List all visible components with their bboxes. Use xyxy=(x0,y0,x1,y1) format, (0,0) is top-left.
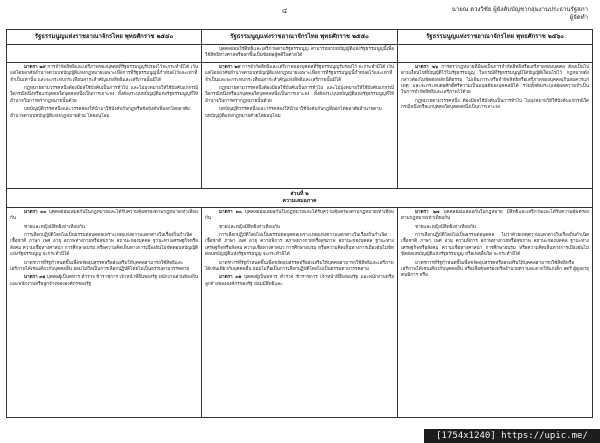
paragraph: มาตรา ๓๐ บุคคลย่อมเสมอกันในกฎหมายและได้รับความคุ้มครองตามกฎหมายเท่าเทียมกัน xyxy=(205,209,395,222)
page-number: ๔ xyxy=(282,7,288,15)
paragraph: บทบัญญัติวรรคหนึ่งและวรรคสองให้นำมาใช้บังคับกับกฎที่ออกโดยอาศัยอำนาจตามบทบัญญัติแห่งกฎหมายด้วยโดยอนุโลม xyxy=(205,107,382,119)
comparison-table xyxy=(6,29,593,418)
paragraph: มาตรการที่รัฐกำหนดขึ้นเพื่อขจัดอุปสรรคหรือส่งเสริมให้บุคคลสามารถใช้สิทธิและเสรีภาพได้เช่นเดียวกับบุคคลอื่น ย่อมไม่ถือเป็นการเลือกปฏิบัติโดยไม่เป็นธรรมตามวรรคสาม xyxy=(205,260,394,273)
paragraph: ชายและหญิงมีสิทธิเท่าเทียมกัน xyxy=(415,224,476,230)
column-header-2540: รัฐธรรมนูญแห่งราชอาณาจักรไทย พุทธศักราช ๒๕๔๐ xyxy=(7,30,202,45)
author-line: นายณ ดวงวิชัย ผู้ยังคับบัญชากลุ่มงานประธานรัฐสภา xyxy=(451,6,588,13)
author-credit xyxy=(452,6,588,22)
paragraph: บุคคลย่อมใช้สิทธิและเสรีภาพตามรัฐธรรมนูญ สามารถยกบทบัญญัติแห่งรัฐธรรมนูญนี้เพื่อใช้สิทธิทางศาลหรือยกขึ้นเป็นข้อต่อสู้คดีในศาลได้ xyxy=(205,47,394,59)
paragraph: มาตรา ๒๗ บุคคลย่อมเสมอกันในกฎหมาย มีสิทธิและเสรีภาพและได้รับความคุ้มครองตามกฎหมายเท่าเทียมกัน xyxy=(401,209,589,222)
paragraph: มาตรา ๓๑ บุคคลผู้เป็นทหาร ตำรวจ ข้าราชการ เจ้าหน้าที่อื่นของรัฐ พนักงานส่วนท้องถิ่น และพนักงานหรือลูกจ้างขององค์กรของรัฐ xyxy=(10,275,198,287)
table-row xyxy=(7,62,593,188)
section-number: มาตรา ๓๑ xyxy=(24,275,46,281)
table-header-row xyxy=(7,30,593,45)
cell-2560 xyxy=(398,207,593,417)
paragraph: ชายและหญิงมีสิทธิเท่าเทียมกัน xyxy=(219,224,280,230)
paragraph: การเลือกปฏิบัติโดยไม่เป็นธรรมต่อบุคคลเพราะเหตุแห่งความแตกต่างในเรื่องถิ่นกำเนิด เชื้อชาติ ภาษา เพศ อายุ ความพิการ สภาพทางกายหรือสุขภาพ สถานะของบุคคล ฐานะทางเศรษฐกิจหรือสังคม ความเชื่อทางศาสนา การศึกษาอบรม หรือความคิดเห็นทางการเมืองอันไม่ขัดต่อบทบัญญัติแห่งรัฐธรรมนูญ จะกระทำมิได้ xyxy=(205,233,394,258)
table-row xyxy=(7,45,593,63)
cell-2540 xyxy=(7,62,202,188)
page-header xyxy=(6,4,592,28)
section-number: มาตรา ๒๗ xyxy=(415,209,440,215)
paragraph: ชายและหญิงมีสิทธิเท่าเทียมกัน xyxy=(24,224,85,230)
section-number: มาตรา ๒๙ xyxy=(219,64,241,70)
paragraph: มาตรการที่รัฐกำหนดขึ้นเพื่อขจัดอุปสรรคหรือส่งเสริมให้บุคคลสามารถใช้สิทธิหรือเสรีภาพได้เช่นเดียวกับบุคคลอื่น หรือเพื่อคุ้มครองหรืออำนวยความสะดวกให้แก่เด็ก สตรี ผู้สูงอายุ คนพิการ หรือ xyxy=(401,260,589,279)
paragraph: มาตรา ๓๐ บุคคลย่อมเสมอกันในกฎหมายและได้รับความคุ้มครองตามกฎหมายเท่าเทียมกัน xyxy=(10,209,199,222)
cell-2540 xyxy=(7,207,202,417)
paragraph: การเลือกปฏิบัติโดยไม่เป็นธรรมต่อบุคคล ไม่ว่าด้วยเหตุความแตกต่างในเรื่องถิ่นกำเนิด เชื้อชาติ ภาษา เพศ อายุ ความพิการ สภาพทางกายหรือสุขภาพ สถานะของบุคคล ฐานะทางเศรษฐกิจหรือสังคม ความเชื่อทางศาสนา การศึกษาอบรม หรือความคิดเห็นทางการเมืองอันไม่ขัดต่อบทบัญญัติแห่งรัฐธรรมนูญ หรือเหตุอื่นใด จะกระทำมิได้ xyxy=(401,233,589,258)
cell-2540 xyxy=(7,45,202,63)
cell-2550 xyxy=(202,62,398,188)
section-number: มาตรา ๒๙ xyxy=(24,64,46,70)
paragraph: บทบัญญัติวรรคหนึ่งและวรรคสองให้นำมาใช้บังคับกับกฎหรือข้อบังคับที่ออกโดยอาศัยอำนาจตามบทบัญญัติแห่งกฎหมายด้วย โดยอนุโลม xyxy=(10,107,190,119)
author-role: ผู้จัดทำ xyxy=(569,14,588,21)
section-title: ส่วนที่ ๒ xyxy=(290,190,309,197)
section-number: มาตรา ๓๐ xyxy=(219,209,242,215)
cell-2560 xyxy=(398,62,593,188)
column-header-2560: รัฐธรรมนูญแห่งราชอาณาจักรไทย พุทธศักราช ๒๕๖๐ xyxy=(398,30,593,45)
paragraph: มาตรา ๓๑ บุคคลผู้เป็นทหาร ตำรวจ ข้าราชการ เจ้าหน้าที่อื่นของรัฐ และพนักงานหรือลูกจ้างขององค์กรของรัฐ ย่อมมีสิทธิและ xyxy=(205,275,394,287)
document-page xyxy=(6,4,592,423)
section-heading xyxy=(7,188,593,207)
paragraph: การเลือกปฏิบัติโดยไม่เป็นธรรมต่อบุคคลเพราะเหตุแห่งความแตกต่างในเรื่องถิ่นกำเนิด เชื้อชาติ ภาษา เพศ อายุ สภาพทางกายหรือสุขภาพ สถานะของบุคคล ฐานะทางเศรษฐกิจหรือสังคม ความเชื่อทางศาสนา การศึกษาอบรม หรือความคิดเห็นทางการเมืองอันไม่ขัดต่อบทบัญญัติแห่งรัฐธรรมนูญ จะกระทำมิได้ xyxy=(10,233,198,258)
column-header-2550: รัฐธรรมนูญแห่งราชอาณาจักรไทย พุทธศักราช ๒๕๕๐ xyxy=(202,30,398,45)
paragraph: กฎหมายตามวรรคหนึ่งต้องมีผลใช้บังคับเป็นการทั่วไป และไม่มุ่งหมายให้ใช้บังคับแก่กรณีใดกรณีหนึ่งหรือแก่บุคคลใดบุคคลหนึ่งเป็นการเจาะจง ทั้งต้องระบุบทบัญญัติแห่งรัฐธรรมนูญที่ให้อำนาจในการตรากฎหมายนั้นด้วย xyxy=(10,86,198,104)
paragraph: กฎหมายตามวรรคหนึ่งต้องมีผลใช้บังคับเป็นการทั่วไป และไม่มุ่งหมายให้ใช้บังคับแก่กรณีใดกรณีหนึ่งหรือแก่บุคคลใดบุคคลหนึ่งเป็นการเจาะจง ทั้งต้องระบุบทบัญญัติแห่งรัฐธรรมนูญที่ให้อำนาจในการตรากฎหมายนั้นด้วย xyxy=(205,86,394,104)
cell-2560 xyxy=(398,45,593,63)
table-row xyxy=(7,207,593,417)
paragraph: มาตรา ๒๙ การจำกัดสิทธิและเสรีภาพของบุคคลที่รัฐธรรมนูญรับรองไว้ จะกระทำมิได้ เว้นแต่โดยอาศัยอำนาจตามบทบัญญัติแห่งกฎหมายเฉพาะเพื่อการที่รัฐธรรมนูญนี้กำหนดไว้และเท่าที่จำเป็นและจะกระทบกระเทือนสาระสำคัญแห่งสิทธิและเสรีภาพนั้นมิได้ xyxy=(205,64,394,83)
paragraph: มาตรการที่รัฐกำหนดขึ้นเพื่อขจัดอุปสรรคหรือส่งเสริมให้บุคคลสามารถใช้สิทธิและเสรีภาพได้เช่นเดียวกับบุคคลอื่น ย่อมไม่ถือเป็นการเลือกปฏิบัติโดยไม่เป็นธรรมตามวรรคสาม xyxy=(10,260,190,273)
section-number: มาตรา ๓๑ xyxy=(219,275,242,281)
cell-2550 xyxy=(202,45,398,63)
section-number: มาตรา ๒๖ xyxy=(415,64,439,70)
image-host-watermark: [1754x1240] https://upic.me/ xyxy=(424,429,600,443)
section-subtitle: ความเสมอภาค xyxy=(282,197,317,204)
paragraph: กฎหมายตามวรรคหนึ่ง ต้องมีผลใช้บังคับเป็นการทั่วไป ไม่มุ่งหมายให้ใช้บังคับแก่กรณีใดกรณีหนึ่งหรือแก่บุคคลใดบุคคลหนึ่งเป็นการเจาะจง xyxy=(401,98,589,111)
section-header-row xyxy=(7,188,593,207)
cell-2550 xyxy=(202,207,398,417)
section-number: มาตรา ๓๐ xyxy=(24,209,47,215)
paragraph: มาตรา ๒๖ การตรากฎหมายที่มีผลเป็นการจำกัดสิทธิหรือเสรีภาพของบุคคล ต้องเป็นไปตามเงื่อนไขที่บัญญัติไว้ในรัฐธรรมนูญ ในกรณีที่รัฐธรรมนูญมิได้บัญญัติเงื่อนไขไว้ กฎหมายดังกล่าวต้องไม่ขัดต่อหลักนิติธรรม ไม่เพิ่มภาระหรือจำกัดสิทธิหรือเสรีภาพของบุคคลเกินสมควรแก่เหตุ และจะกระทบต่อศักดิ์ศรีความเป็นมนุษย์ของบุคคลมิได้ รวมทั้งต้องระบุเหตุผลความจำเป็นในการจำกัดสิทธิและเสรีภาพไว้ด้วย xyxy=(401,64,590,96)
paragraph: มาตรา ๒๙ การจำกัดสิทธิและเสรีภาพของบุคคลที่รัฐธรรมนูญรับรองไว้จะกระทำมิได้ เว้นแต่โดยอาศัยอำนาจตามบทบัญญัติแห่งกฎหมายเฉพาะเพื่อการที่รัฐธรรมนูญนี้กำหนดไว้และเท่าที่จำเป็นเท่านั้น และจะกระทบกระเทือนสาระสำคัญแห่งสิทธิและเสรีภาพนั้นมิได้ xyxy=(10,64,198,83)
